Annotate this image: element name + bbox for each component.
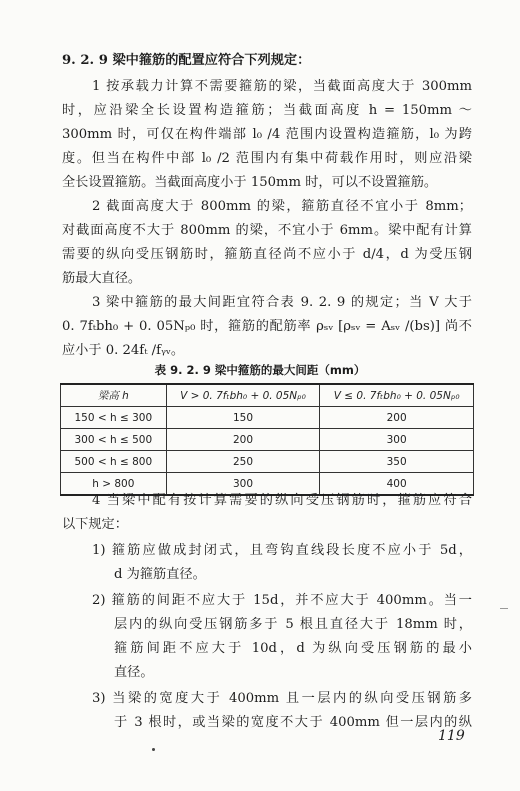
page-number: 119 [438,728,465,744]
spacing-table [60,383,474,496]
text-line: 筋最大直径。 [62,271,142,286]
text-line: 300mm 时，可仅在构件端部 l₀ /4 范围内设置构造箍筋，l₀ 为跨 [62,127,472,142]
text-line: 应小于 0. 24fₜ /fᵧᵥ。 [62,343,185,358]
list-item: 3) 当梁的宽度大于 400mm 且一层内的纵向受压钢筋多 [92,691,472,706]
table-cell: 200 [166,429,320,451]
text-line: 层内的纵向受压钢筋多于 5 根且直径大于 18mm 时， [114,617,472,632]
table-cell: 300 < h ≤ 500 [61,429,167,451]
clause-heading: 9. 2. 9 梁中箍筋的配置应符合下列规定： [62,53,311,68]
table-cell: 350 [320,451,474,473]
table-cell: h > 800 [61,473,167,496]
text-line: 箍筋间距不应大于 10d，d 为纵向受压钢筋的最小 [114,641,472,656]
text-line: 全长设置箍筋。当截面高度小于 150mm 时，可以不设置箍筋。 [62,175,438,190]
table-cell: 300 [166,473,320,496]
table-row [61,407,474,429]
table-row [61,451,474,473]
table-cell: 150 [166,407,320,429]
text-line: 0. 7fₜbh₀ + 0. 05Nₚ₀ 时，箍筋的配筋率 ρₛᵥ [ρₛᵥ = Aₛᵥ /(bs)] 尚不 [62,319,472,334]
scan-speck [152,748,155,751]
table-header-row [61,384,474,407]
text-line: d 为箍筋直径。 [114,567,206,582]
text-line: 对截面高度不大于 800mm 的梁，不宜小于 6mm。梁中配有计算 [62,223,472,238]
table-cell: 200 [320,407,474,429]
list-item: 1) 箍筋应做成封闭式，且弯钩直线段长度不应小于 5d， [92,543,472,558]
table-cell: 400 [320,473,474,496]
table-caption: 表 9. 2. 9 梁中箍筋的最大间距（mm） [154,363,366,377]
text-line: 以下规定： [62,517,128,532]
text-line: 3 梁中箍筋的最大间距宜符合表 9. 2. 9 的规定；当 V 大于 [92,295,472,310]
table-cell: 500 < h ≤ 800 [61,451,167,473]
text-line: 时，应沿梁全长设置构造箍筋；当截面高度 h = 150mm ～ [62,103,472,118]
table-header-cell: V > 0. 7fₜbh₀ + 0. 05Nₚ₀ [166,384,320,407]
text-line: 度。但当在构件中部 l₀ /2 范围内有集中荷载作用时，则应沿梁 [62,151,472,166]
table-cell: 250 [166,451,320,473]
table-cell: 300 [320,429,474,451]
text-line: 需要的纵向受压钢筋时，箍筋直径尚不应小于 d/4，d 为受压钢 [62,247,472,262]
list-item: 2) 箍筋的间距不应大于 15d，并不应大于 400mm。当一 [92,593,472,608]
table-header-cell: 梁高 h [61,384,167,407]
table-row [61,429,474,451]
table-cell: 150 < h ≤ 300 [61,407,167,429]
text-line: 直径。 [114,665,154,680]
margin-mark [500,608,508,609]
text-line: 1 按承载力计算不需要箍筋的梁，当截面高度大于 300mm [92,79,472,94]
table-header-cell: V ≤ 0. 7fₜbh₀ + 0. 05Nₚ₀ [320,384,474,407]
text-line: 2 截面高度大于 800mm 的梁，箍筋直径不宜小于 8mm； [92,199,472,214]
text-line: 4 当梁中配有按计算需要的纵向受压钢筋时，箍筋应符合 [92,493,472,508]
text-line: 于 3 根时，或当梁的宽度不大于 400mm 但一层内的纵 [114,715,472,730]
